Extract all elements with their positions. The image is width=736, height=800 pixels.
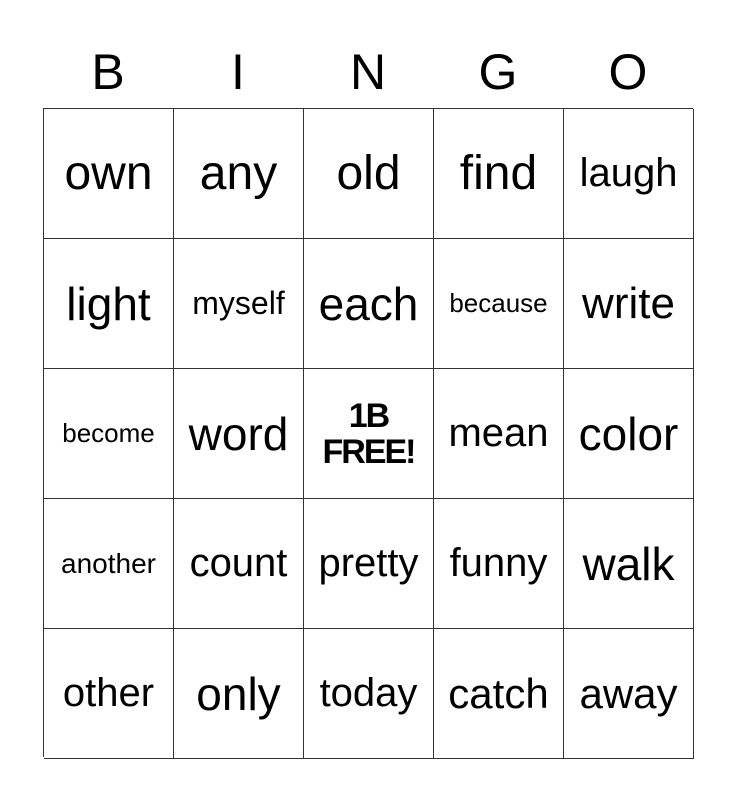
bingo-cell[interactable] <box>44 109 174 239</box>
bingo-cell[interactable] <box>44 499 174 629</box>
bingo-cell[interactable] <box>434 629 564 759</box>
free-cell-line1: 1B <box>348 396 389 435</box>
cell-word: old <box>336 147 401 200</box>
cell-word: color <box>578 407 679 460</box>
bingo-cell[interactable] <box>564 239 694 369</box>
bingo-cell[interactable] <box>174 369 304 499</box>
header-letter-i: I <box>231 44 245 100</box>
header-letter-b: B <box>91 44 125 100</box>
cell-word: only <box>196 667 281 720</box>
bingo-cell[interactable] <box>174 109 304 239</box>
bingo-cell[interactable] <box>174 239 304 369</box>
bingo-cell[interactable] <box>44 239 174 369</box>
bingo-cell[interactable] <box>174 629 304 759</box>
cell-word: own <box>64 147 153 200</box>
cell-word: because <box>449 288 548 318</box>
bingo-cell[interactable] <box>304 239 434 369</box>
bingo-cell[interactable] <box>304 109 434 239</box>
cell-word: another <box>61 547 156 579</box>
bingo-cell[interactable] <box>564 629 694 759</box>
bingo-header <box>43 42 693 102</box>
bingo-cell[interactable] <box>44 369 174 499</box>
bingo-cell[interactable] <box>434 499 564 629</box>
cell-word: walk <box>582 537 675 590</box>
bingo-cell[interactable] <box>564 109 694 239</box>
cell-word: laugh <box>579 151 678 195</box>
cell-word: mean <box>448 411 549 455</box>
cell-word: light <box>66 277 151 330</box>
cell-word: other <box>62 671 155 715</box>
bingo-cell[interactable] <box>174 499 304 629</box>
cell-word: pretty <box>318 541 419 585</box>
cell-word: today <box>319 671 418 715</box>
bingo-cell[interactable] <box>564 369 694 499</box>
cell-word: each <box>318 277 419 330</box>
bingo-grid <box>43 108 693 757</box>
cell-word: funny <box>449 541 548 585</box>
bingo-cell[interactable] <box>434 239 564 369</box>
cell-word: become <box>62 418 155 448</box>
bingo-cell[interactable] <box>434 369 564 499</box>
bingo-cell[interactable] <box>434 109 564 239</box>
header-letter-o: O <box>608 44 648 100</box>
cell-word: word <box>188 407 289 460</box>
bingo-cell[interactable] <box>564 499 694 629</box>
free-cell[interactable] <box>304 369 434 499</box>
bingo-cell[interactable] <box>44 629 174 759</box>
free-cell-line2: FREE! <box>322 432 415 471</box>
cell-word: catch <box>448 669 549 717</box>
bingo-cell[interactable] <box>304 629 434 759</box>
cell-word: myself <box>192 285 285 321</box>
bingo-cell[interactable] <box>304 499 434 629</box>
header-letter-n: N <box>349 44 387 100</box>
cell-word: any <box>199 147 278 200</box>
cell-word: find <box>459 147 538 200</box>
free-cell-text <box>323 398 415 470</box>
cell-word: away <box>579 669 678 717</box>
header-letter-g: G <box>478 44 518 100</box>
cell-word: count <box>189 541 288 585</box>
cell-word: write <box>582 278 675 328</box>
